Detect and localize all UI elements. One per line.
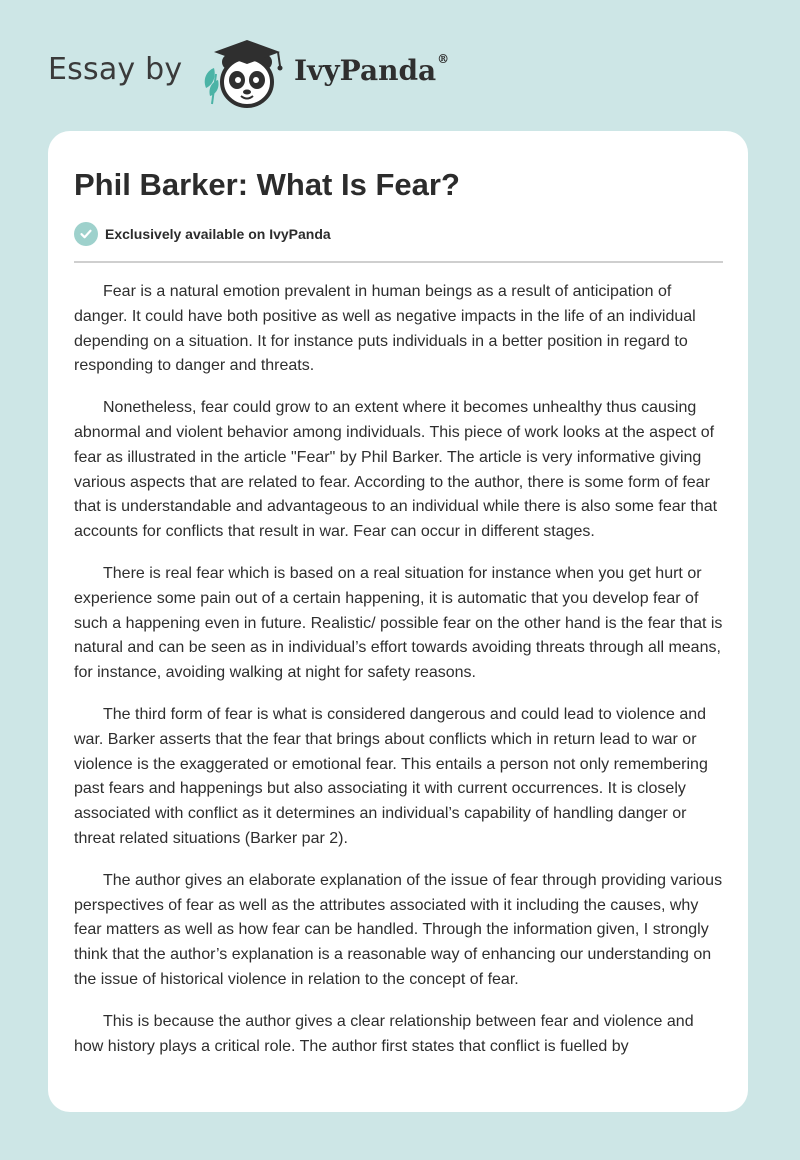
- paragraph: Fear is a natural emotion prevalent in human beings as a result of anticipation of danger. It could have both positive as well as negative impacts in the life of an individual depending on a situation. It for instance puts individuals in a better position in regard to responding to danger and threats.: [74, 283, 696, 375]
- exclusive-badge: [74, 222, 331, 246]
- essay-card: [48, 131, 748, 1112]
- divider: [74, 261, 723, 263]
- paragraph: The third form of fear is what is considered dangerous and could lead to violence and war. Barker asserts that the fear that brings about conflicts which in return lead to war or violence is the exaggerated or emotional fear. This entails a person not only remembering past fears and happenings but also associating it with current occurrences. It is closely associated with conflict as it determines an individual’s capability of handling danger or threat related situations (Barker par 2).: [74, 705, 708, 847]
- paragraph: This is because the author gives a clear relationship between fear and violence and how history plays a critical role. The author first states that conflict is fuelled by: [74, 1012, 694, 1055]
- page-title: Phil Barker: What Is Fear?: [74, 167, 460, 202]
- essay-body: [74, 280, 726, 1076]
- exclusive-badge-text: Exclusively available on IvyPanda: [105, 226, 331, 242]
- registered-mark: ®: [437, 52, 450, 66]
- brand-name-text: IvyPanda: [294, 54, 437, 87]
- site-header: [0, 0, 800, 130]
- paragraph: Nonetheless, fear could grow to an extent where it becomes unhealthy thus causing abnormal and violent behavior among individuals. This piece of work looks at the aspect of fear as illustrated in the article "Fear" by Phil Barker. The article is very informative giving various aspects that are related to fear. According to the author, there is some form of fear that is understandable and advantageous to an individual while there is also some fear that accounts for conflicts that result in war. Fear can occur in different stages.: [74, 399, 718, 541]
- paragraph: There is real fear which is based on a real situation for instance when you get hurt or experience some pain out of a certain happening, it is automatic that you develop fear of such a happening even in future. Realistic/ possible fear on the other hand is the fear that is natural and can be seen as in individual’s effort towards avoiding threats through all means, for instance, avoiding walking at night for safety reasons.: [74, 564, 723, 682]
- check-icon: [74, 222, 98, 246]
- brand-name[interactable]: [294, 54, 449, 87]
- paragraph: The author gives an elaborate explanation of the issue of fear through providing various perspectives of fear as well as the attributes associated with it including the causes, why fear matters as well as how fear can be handled. Through the information given, I strongly think that the author’s explanation is a reasonable way of enhancing our understanding on the issue of historical violence in relation to the concept of fear.: [74, 871, 723, 988]
- essay-by-label: Essay by: [48, 52, 183, 87]
- panda-graduate-icon[interactable]: [200, 38, 290, 110]
